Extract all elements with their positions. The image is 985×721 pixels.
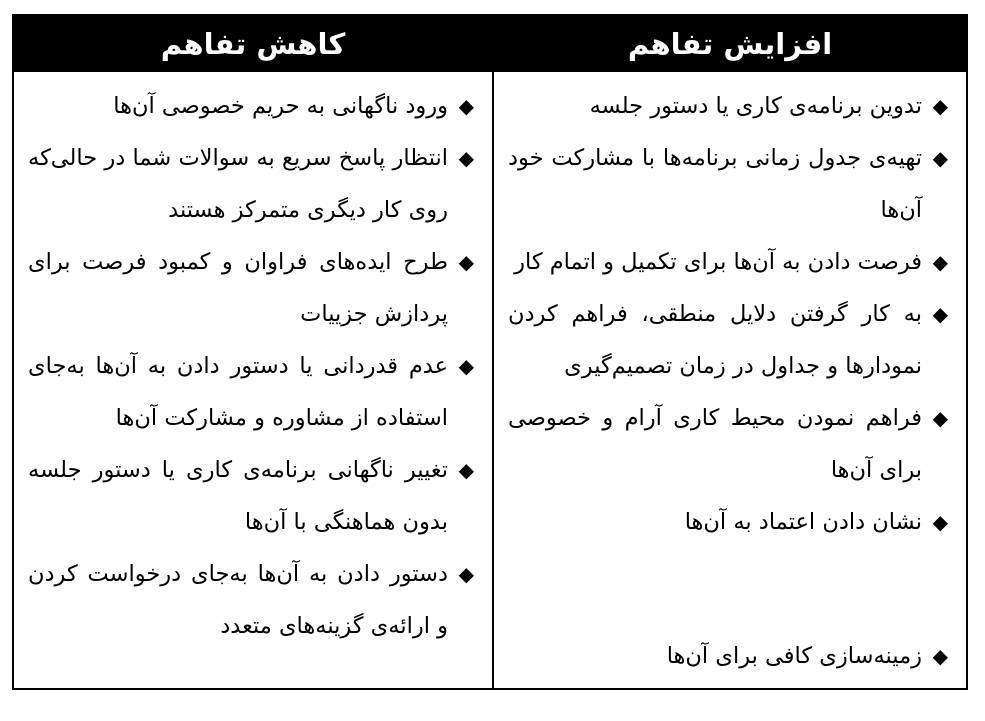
decrease-rapport-header: کاهش تفاهم: [14, 16, 492, 72]
list-item: ◆ ورود ناگهانی به حریم خصوصی آن‌ها: [28, 80, 474, 132]
list-item: ◆ تدوین برنامه‌ی کاری یا دستور جلسه: [508, 80, 948, 132]
list-item: ◆ طرح ایده‌های فراوان و کمبود فرصت برای پردازش جزییات: [28, 236, 474, 340]
diamond-bullet-icon: ◆: [932, 406, 948, 430]
increase-rapport-column: [494, 16, 966, 688]
list-item: ◆ تغییر ناگهانی برنامه‌ی کاری یا دستور جلسه بدون هماهنگی با آن‌ها: [28, 444, 474, 548]
decrease-rapport-column: [14, 16, 494, 688]
diamond-bullet-icon: ◆: [458, 458, 474, 482]
list-item: ◆ زمینه‌سازی کافی برای آن‌ها: [508, 630, 948, 682]
increase-rapport-list: [494, 72, 966, 688]
diamond-bullet-icon: ◆: [458, 94, 474, 118]
diamond-bullet-icon: ◆: [932, 146, 948, 170]
decrease-rapport-list: [14, 72, 492, 688]
list-item: ◆ نشان دادن اعتماد به آن‌ها: [508, 496, 948, 548]
list-item: ◆ فراهم نمودن محیط کاری آرام و خصوصی برای آن‌ها: [508, 392, 948, 496]
comparison-table: [12, 14, 968, 690]
list-item: ◆ عدم قدردانی یا دستور دادن به آن‌ها به‌جای استفاده از مشاوره و مشارکت آن‌ها: [28, 340, 474, 444]
increase-rapport-header: افزایش تفاهم: [494, 16, 966, 72]
diamond-bullet-icon: ◆: [932, 510, 948, 534]
diamond-bullet-icon: ◆: [458, 562, 474, 586]
diamond-bullet-icon: ◆: [458, 146, 474, 170]
diamond-bullet-icon: ◆: [932, 250, 948, 274]
diamond-bullet-icon: ◆: [932, 302, 948, 326]
diamond-bullet-icon: ◆: [932, 644, 948, 668]
diamond-bullet-icon: ◆: [458, 354, 474, 378]
list-item: ◆ تهیه‌ی جدول زمانی برنامه‌ها با مشارکت خود آن‌ها: [508, 132, 948, 236]
list-item: ◆ دستور دادن به آن‌ها به‌جای درخواست کردن و ارائه‌ی گزینه‌های متعدد: [28, 548, 474, 652]
list-item: ◆ به کار گرفتن دلایل منطقی، فراهم کردن نمودارها و جداول در زمان تصمیم‌گیری: [508, 288, 948, 392]
list-item: ◆ فرصت دادن به آن‌ها برای تکمیل و اتمام کار: [508, 236, 948, 288]
diamond-bullet-icon: ◆: [458, 250, 474, 274]
list-item: ◆ انتظار پاسخ سریع به سوالات شما در حالی‌که روی کار دیگری متمرکز هستند: [28, 132, 474, 236]
diamond-bullet-icon: ◆: [932, 94, 948, 118]
